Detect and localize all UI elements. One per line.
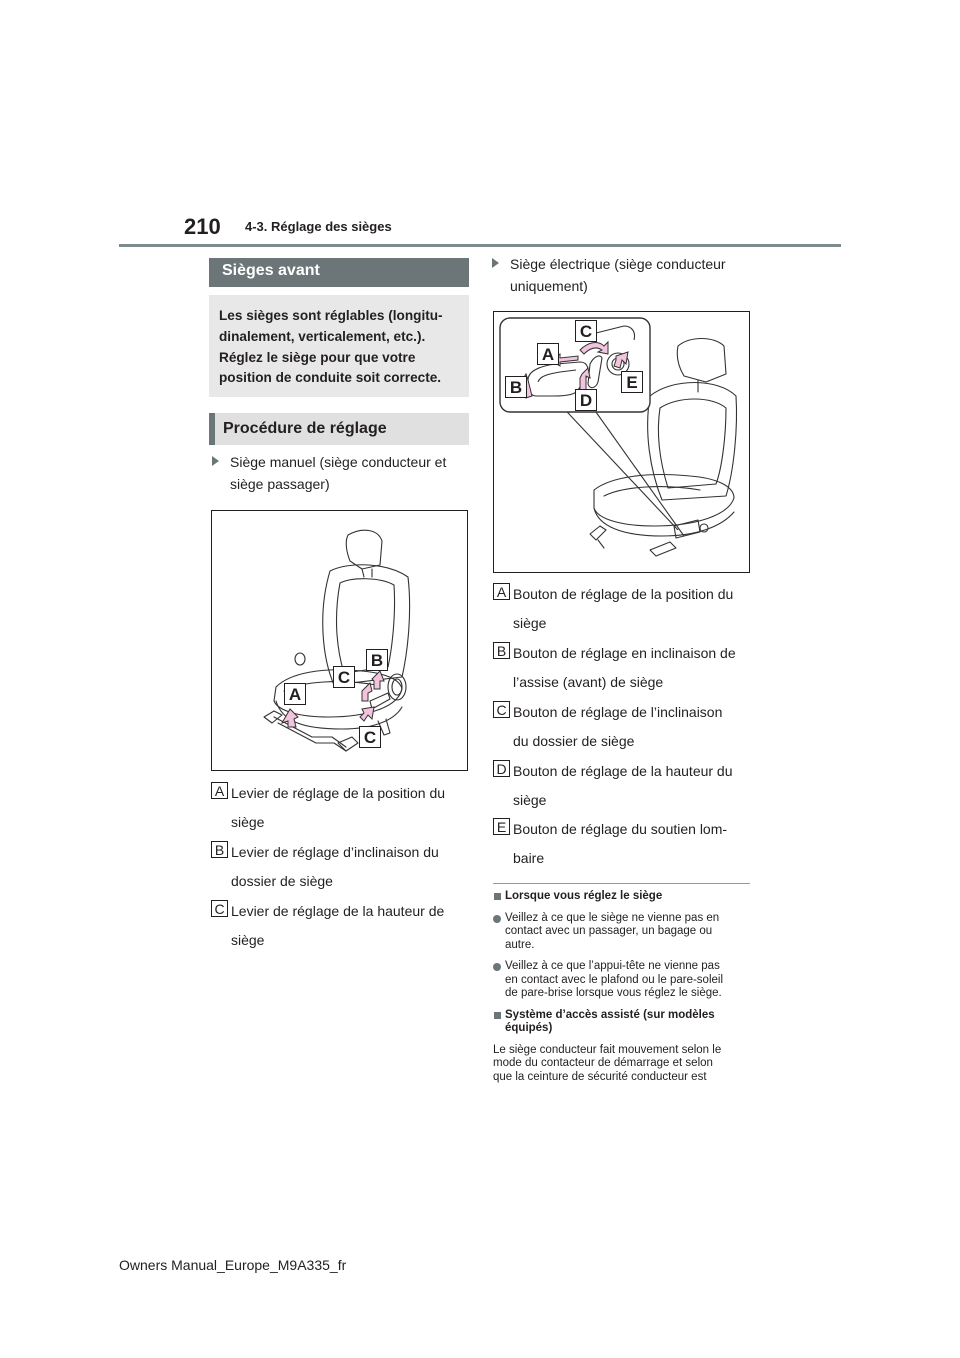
note-line: Veillez à ce que l’appui-tête ne vienne pas: [505, 960, 720, 972]
legend-key: A: [211, 782, 228, 799]
legend-text: Levier de réglage de la hauteur de: [231, 903, 445, 919]
callout-c: C: [575, 320, 597, 342]
notes-section: [493, 883, 750, 1090]
note-line: contact avec un passager, un bagage ou: [505, 925, 713, 937]
callout-a: A: [537, 343, 559, 365]
legend-text: l’assise (avant) de siège: [513, 674, 664, 690]
section-heading-front-seats: Sièges avant: [209, 258, 469, 287]
note-item: [493, 960, 750, 1001]
note-heading: Lorsque vous réglez le siège: [493, 890, 750, 904]
note-line: en contact avec le plafond ou le pare-soleil: [505, 973, 724, 986]
bullet-line: siège passager): [230, 476, 330, 492]
power-seat-bullet: [492, 253, 754, 297]
note-paragraph: [493, 1044, 750, 1085]
note-item: [493, 912, 750, 953]
legend-text: Levier de réglage de la position du: [231, 785, 446, 801]
manual-seat-figure: [211, 510, 468, 771]
legend-text: Bouton de réglage du soutien lom-: [513, 821, 728, 837]
manual-seat-bullet: [212, 451, 472, 495]
legend-key: C: [493, 701, 510, 718]
note-line: mode du contacteur de démarrage et selon: [493, 1057, 713, 1069]
note-heading-line: Système d’accès assisté (sur modèles: [505, 1008, 715, 1021]
triangle-bullet-icon: [492, 258, 499, 268]
legend-item: [493, 757, 755, 815]
callout-c: C: [333, 666, 355, 688]
legend-item: [493, 639, 755, 697]
legend-text: du dossier de siège: [513, 733, 635, 749]
note-line: Le siège conducteur fait mouvement selon le: [493, 1043, 722, 1056]
legend-text: siège: [513, 792, 547, 808]
legend-text: dossier de siège: [231, 873, 333, 889]
legend-text: baire: [513, 850, 545, 866]
header-rule: [119, 244, 841, 247]
callout-b: B: [505, 376, 527, 398]
legend-key: A: [493, 583, 510, 600]
note-heading: [493, 1009, 750, 1036]
intro-box: [209, 295, 469, 397]
legend-text: Bouton de réglage de la hauteur du: [513, 763, 733, 779]
note-line: de pare-brise lorsque vous réglez le siège.: [505, 987, 722, 999]
subheading-adjustment-procedure: Procédure de réglage: [209, 413, 469, 445]
callout-d: D: [575, 389, 597, 411]
legend-key: C: [211, 900, 228, 917]
callout-e: E: [621, 371, 643, 393]
legend-item: [211, 897, 473, 955]
bullet-line: Siège électrique (siège conducteur: [510, 256, 726, 272]
page-number: 210: [184, 214, 221, 239]
note-heading-line: équipés): [505, 1022, 553, 1034]
intro-line: position de conduite soit correcte.: [219, 370, 442, 386]
triangle-bullet-icon: [212, 456, 219, 466]
legend-item: [493, 580, 755, 638]
intro-line: dinalement, verticalement, etc.).: [219, 328, 426, 344]
intro-line: Réglez le siège pour que votre: [219, 349, 416, 365]
legend-text: Bouton de réglage en inclinaison de: [513, 645, 736, 661]
legend-text: Bouton de réglage de la position du: [513, 586, 734, 602]
legend-item: [493, 815, 755, 873]
callout-a: A: [284, 683, 306, 705]
bullet-line: uniquement): [510, 278, 588, 294]
section-reference: 4-3. Réglage des sièges: [245, 219, 392, 234]
legend-key: D: [493, 760, 510, 777]
legend-item: [211, 779, 473, 837]
power-seat-illustration: [494, 312, 749, 572]
legend-text: Levier de réglage d’inclinaison du: [231, 844, 439, 860]
callout-c: C: [359, 726, 381, 748]
power-seat-figure: [493, 311, 750, 573]
legend-item: [211, 838, 473, 896]
legend-key: B: [493, 642, 510, 659]
legend-text: siège: [231, 814, 265, 830]
callout-b: B: [366, 649, 388, 671]
footer-text: Owners Manual_Europe_M9A335_fr: [119, 1257, 347, 1273]
legend-key: B: [211, 841, 228, 858]
legend-key: E: [493, 818, 510, 835]
note-line: Veillez à ce que le siège ne vienne pas en: [505, 911, 720, 924]
note-line: autre.: [505, 938, 535, 951]
legend-text: siège: [513, 615, 547, 631]
intro-line: Les sièges sont réglables (longitu-: [219, 308, 443, 323]
bullet-line: Siège manuel (siège conducteur et: [230, 454, 447, 470]
note-line: que la ceinture de sécurité conducteur est: [493, 1070, 707, 1083]
manual-seat-illustration: [212, 511, 467, 770]
legend-text: Bouton de réglage de l’inclinaison: [513, 704, 723, 720]
legend-item: [493, 698, 755, 756]
legend-text: siège: [231, 932, 265, 948]
